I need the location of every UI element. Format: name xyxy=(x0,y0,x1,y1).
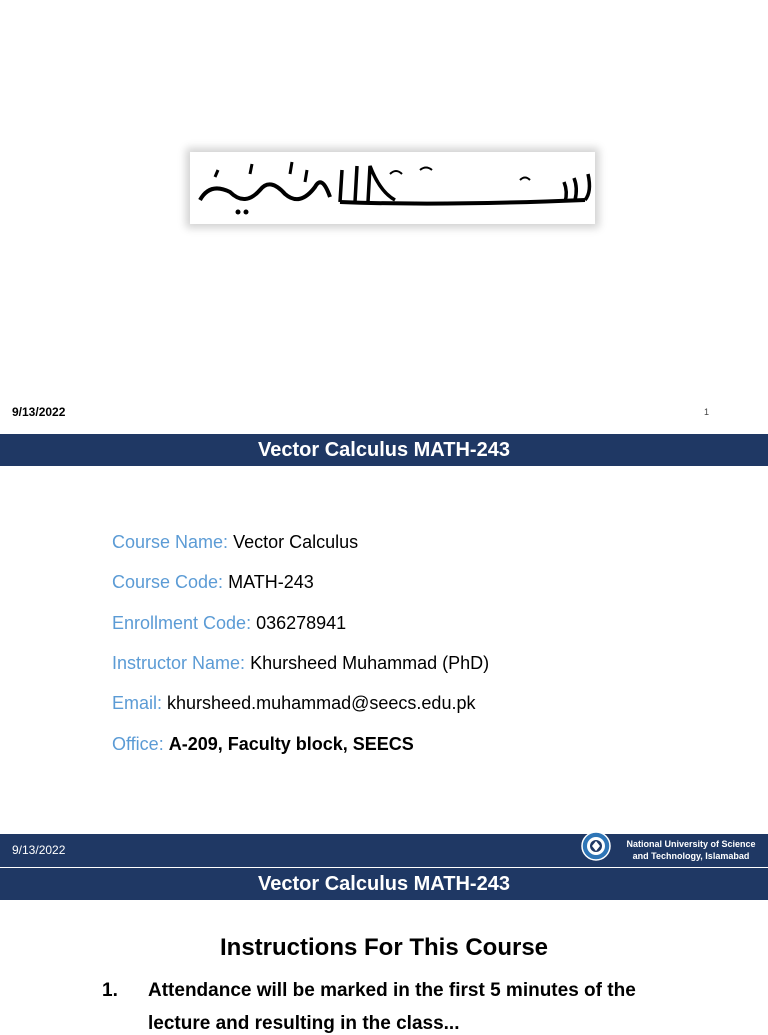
university-line1: National University of Science xyxy=(626,839,756,849)
office-line xyxy=(112,734,414,755)
instruction-text: Attendance will be marked in the first 5 minutes of the xyxy=(148,980,636,1001)
instructor-name-line xyxy=(112,653,489,674)
instructor-name-value: Khursheed Muhammad (PhD) xyxy=(250,653,490,673)
nust-logo-icon xyxy=(581,831,611,861)
slide2-title-bar xyxy=(0,434,768,466)
course-code-line xyxy=(112,572,314,593)
slide2-title: Vector Calculus MATH-243 xyxy=(258,438,510,461)
instruction-item xyxy=(102,980,636,1002)
slide1-date: 9/13/2022 xyxy=(12,405,66,419)
university-line2: and Technology, Islamabad xyxy=(632,851,750,861)
office-value: A-209, Faculty block, SEECS xyxy=(168,734,414,754)
instructor-name-key: Instructor Name: xyxy=(112,653,246,673)
email-key: Email: xyxy=(112,693,163,713)
course-name-key: Course Name: xyxy=(112,532,229,552)
enrollment-code-key: Enrollment Code: xyxy=(112,613,252,633)
course-name-value: Vector Calculus xyxy=(233,532,359,552)
university-name xyxy=(620,838,762,862)
office-key: Office: xyxy=(112,734,164,754)
course-code-key: Course Code: xyxy=(112,572,224,592)
course-code-value: MATH-243 xyxy=(228,572,314,592)
slide3-title: Vector Calculus MATH-243 xyxy=(258,872,510,895)
slide2-footer-date: 9/13/2022 xyxy=(12,843,66,857)
instructions-heading: Instructions For This Course xyxy=(219,934,549,961)
course-name-line xyxy=(112,532,358,553)
email-value: khursheed.muhammad@seecs.edu.pk xyxy=(167,693,476,713)
bismillah-calligraphy-image xyxy=(190,152,595,224)
instruction-continuation: lecture and resulting in the class... xyxy=(148,1013,460,1034)
instruction-number: 1. xyxy=(102,980,118,1001)
email-line xyxy=(112,693,475,714)
calligraphy-icon xyxy=(190,152,595,224)
enrollment-code-value: 036278941 xyxy=(256,613,347,633)
slide3-title-bar xyxy=(0,868,768,900)
slide-number: 1 xyxy=(704,407,710,417)
enrollment-code-line xyxy=(112,613,346,634)
